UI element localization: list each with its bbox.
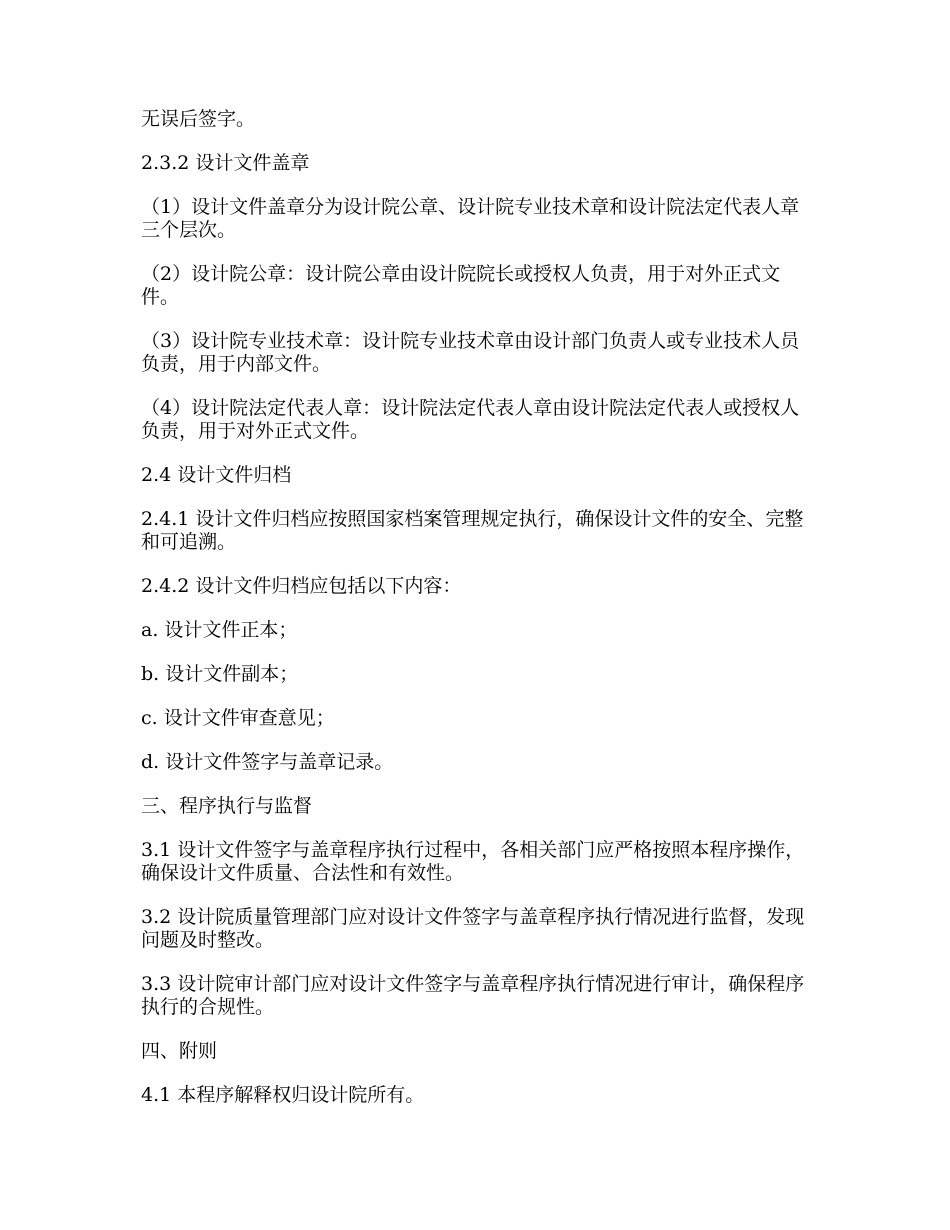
list-item-c: c. 设计文件审查意见； — [141, 707, 335, 729]
paragraph-legal-rep-seal: （4）设计院法定代表人章：设计院法定代表人章由设计院法定代表人或授权人负责，用于对外正式文件。 — [141, 397, 800, 442]
paragraph-2-4-1: 2.4.1 设计文件归档应按照国家档案管理规定执行，确保设计文件的安全、完整和可追溯。 — [141, 508, 804, 553]
section-heading-3: 三、程序执行与监督 — [141, 795, 313, 817]
paragraph-3-2: 3.2 设计院质量管理部门应对设计文件签字与盖章程序执行情况进行监督，发现问题及时整改。 — [141, 906, 805, 951]
paragraph-technical-seal: （3）设计院专业技术章：设计院专业技术章由设计部门负责人或专业技术人员负责，用于内部文件。 — [141, 330, 800, 375]
paragraph-3-1: 3.1 设计文件签字与盖章程序执行过程中，各相关部门应严格按照本程序操作，确保设计文件质量、合法性和有效性。 — [141, 839, 805, 884]
paragraph-continuation: 无误后签字。 — [141, 108, 256, 130]
section-heading-2-4: 2.4 设计文件归档 — [141, 464, 292, 486]
paragraph-3-3: 3.3 设计院审计部门应对设计文件签字与盖章程序执行情况进行审计，确保程序执行的合规性。 — [141, 973, 805, 1018]
list-item-a: a. 设计文件正本； — [141, 619, 298, 641]
section-heading-4: 四、附则 — [141, 1040, 218, 1062]
paragraph-official-seal: （2）设计院公章：设计院公章由设计院院长或授权人负责，用于对外正式文件。 — [141, 263, 781, 308]
section-heading-2-3-2: 2.3.2 设计文件盖章 — [141, 152, 310, 174]
paragraph-seal-levels: （1）设计文件盖章分为设计院公章、设计院专业技术章和设计院法定代表人章三个层次。 — [141, 196, 800, 241]
paragraph-2-4-2: 2.4.2 设计文件归档应包括以下内容： — [141, 575, 462, 597]
list-item-d: d. 设计文件签字与盖章记录。 — [141, 751, 394, 773]
document-body — [141, 108, 806, 1128]
list-item-b: b. 设计文件副本； — [141, 663, 299, 685]
paragraph-4-1: 4.1 本程序解释权归设计院所有。 — [141, 1084, 425, 1106]
